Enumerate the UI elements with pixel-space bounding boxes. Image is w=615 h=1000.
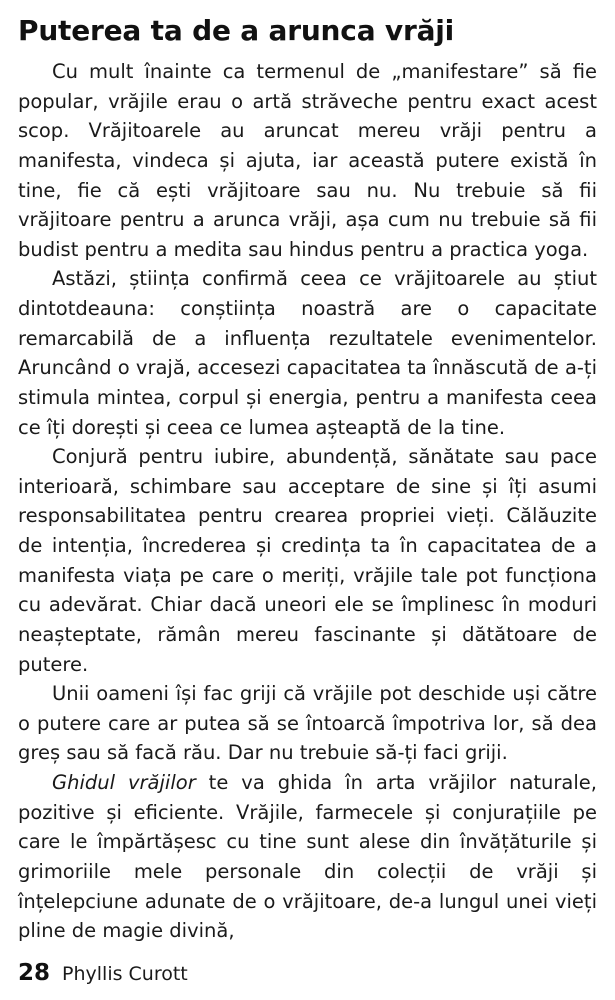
- paragraph-5: [18, 768, 597, 946]
- page-footer: [18, 960, 188, 986]
- paragraph-5-rest: te va ghida în arta vrăjilor naturale, pozitive și eficiente. Vrăjile, farmecele și conjurațiile pe care le împărtășesc cu tine sunt alese din învățăturile și grimoriile mele personale din colecții de vrăji și înțelepciune adunate de o vrăjitoare, de-a lungul unei vieți pline de magie divină,: [18, 771, 597, 943]
- paragraph-3: Conjură pentru iubire, abundență, sănătate sau pace interioară, schimbare sau acceptare de sine și îți asumi responsabilitatea pentru crearea propriei vieți. Călăuzite de intenția, încrederea și credința ta în capacitatea de a manifesta viața pe care o meriți, vrăjile tale pot funcționa cu adevărat. Chiar dacă uneori ele se împlinesc în moduri neașteptate, rămân mereu fascinante și dătătoare de putere.: [18, 445, 597, 676]
- paragraph-4: Unii oameni își fac griji că vrăjile pot deschide uși către o putere care ar putea să se întoarcă împotriva lor, să dea greș sau să facă rău. Dar nu trebuie să-ți faci griji.: [18, 682, 597, 765]
- author-name: Phyllis Curott: [62, 963, 188, 985]
- paragraph-1: Cu mult înainte ca termenul de „manifestare” să fie popular, vrăjile erau o artă străveche pentru exact acest scop. Vrăjitoarele au aruncat mereu vrăji pentru a manifesta, vindeca și ajuta, iar această putere există în tine, fie că ești vrăjitoare sau nu. Nu trebuie să fii vrăjitoare pentru a arunca vrăji, așa cum nu trebuie să fii budist pentru a medita sau hindus pentru a practica yoga.: [18, 60, 597, 261]
- body-text: [18, 57, 597, 946]
- page-title: Puterea ta de a arunca vrăji: [18, 14, 455, 47]
- book-title-italic: Ghidul vrăjilor: [52, 771, 196, 795]
- paragraph-2: Astăzi, știința confirmă ceea ce vrăjitoarele au știut dintotdeauna: conștiința noastră are o capacitate remarcabilă de a influența rezultatele evenimentelor. Aruncând o vrajă, accesezi capacitatea ta înnăscută de a-ți stimula mintea, corpul și energia, pentru a manifesta ceea ce îți dorești și ceea ce lumea așteaptă de la tine.: [18, 267, 597, 439]
- page-number: 28: [18, 960, 51, 986]
